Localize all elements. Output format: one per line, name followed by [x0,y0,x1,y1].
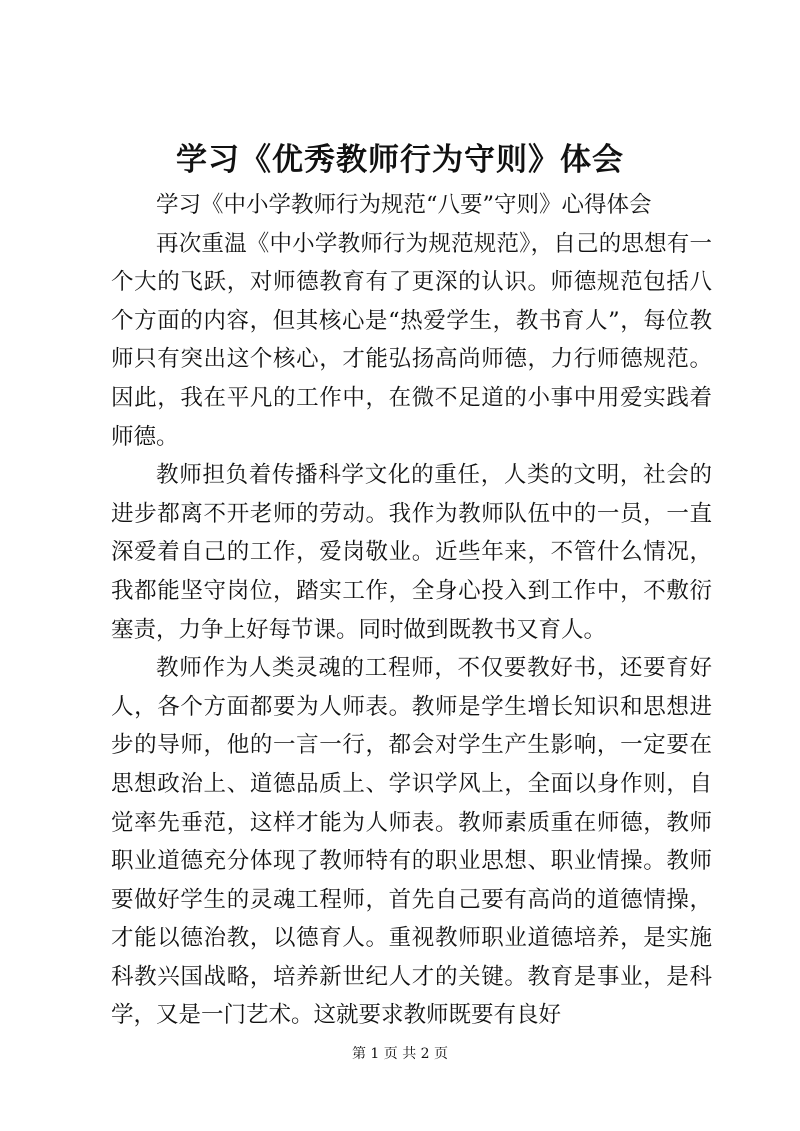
subtitle-paragraph: 学习《中小学教师行为规范“八要”守则》心得体会 [156,192,652,218]
document-body [111,186,712,1035]
page-number-footer: 第 1 页 共 2 页 [351,1046,449,1062]
document-title: 学习《优秀教师行为守则》体会 [176,142,624,178]
body-paragraph: 教师担负着传播科学文化的重任，人类的文明，社会的进步都离不开老师的劳动。我作为教师队伍中的一员，一直深爱着自己的工作，爱岗敬业。近些年来，不管什么情况，我都能坚守岗位，踏实工作，全身心投入到工作中，不敷衍塞责，力争上好每节课。同时做到既教书又育人。 [111,462,712,643]
body-paragraph: 教师作为人类灵魂的工程师，不仅要教好书，还要育好人，各个方面都要为人师表。教师是学生增长知识和思想进步的导师，他的一言一行，都会对学生产生影响，一定要在思想政治上、道德品质上、学识学风上，全面以身作则，自觉率先垂范，这样才能为人师表。教师素质重在师德，教师职业道德充分体现了教师特有的职业思想、职业情操。教师要做好学生的灵魂工程师，首先自己要有高尚的道德情操，才能以德治教，以德育人。重视教师职业道德培养，是实施科教兴国战略，培养新世纪人才的关键。教育是事业，是科学，又是一门艺术。这就要求教师既要有良好 [111,655,712,1029]
body-paragraph: 再次重温《中小学教师行为规范规范》，自己的思想有一个大的飞跃，对师德教育有了更深的认识。师德规范包括八个方面的内容，但其核心是“热爱学生，教书育人”，每位教师只有突出这个核心，才能弘扬高尚师德，力行师德规范。因此，我在平凡的工作中，在微不足道的小事中用爱实践着师德。 [111,230,712,450]
